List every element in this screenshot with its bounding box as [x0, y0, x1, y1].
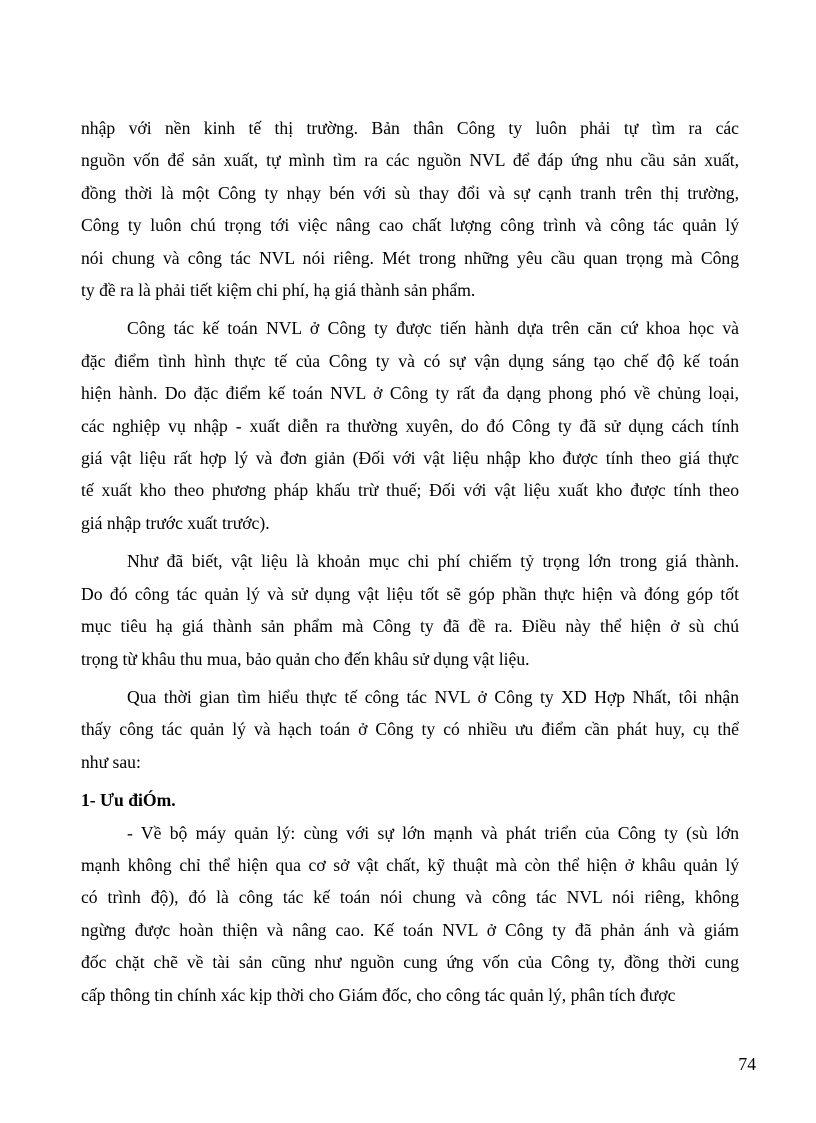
- paragraph-1: [81, 112, 739, 306]
- text-line: nguồn vốn để sản xuất, tự mình tìm ra các nguồn NVL để đáp ứng nhu cầu sản xuất,: [81, 150, 739, 171]
- paragraph-5: [81, 817, 739, 1011]
- text-line: mục tiêu hạ giá thành sản phẩm mà Công ty đã đề ra. Điều này thể hiện ở sù chú: [81, 616, 739, 637]
- paragraph-4: [81, 681, 739, 778]
- text-line: - Về bộ máy quản lý: cùng với sự lớn mạnh và phát triển của Công ty (sù lớn: [127, 822, 739, 843]
- text-line: có trình độ), đó là công tác kế toán nói chung và công tác NVL nói riêng, không: [81, 887, 739, 908]
- text-line: Như đã biết, vật liệu là khoản mục chi phí chiếm tỷ trọng lớn trong giá thành.: [127, 551, 739, 572]
- text-line: trọng từ khâu thu mua, bảo quản cho đến khâu sử dụng vật liệu.: [81, 648, 530, 669]
- text-line: đồng thời là một Công ty nhạy bén với sù thay đổi và sự cạnh tranh trên thị trường,: [81, 182, 739, 203]
- text-line: ty đề ra là phải tiết kiệm chi phí, hạ giá thành sản phẩm.: [81, 280, 476, 301]
- section-heading: 1- Ưu điÓm.: [81, 790, 176, 811]
- text-line: thấy công tác quản lý và hạch toán ở Công ty có nhiều ưu điểm cần phát huy, cụ thể: [81, 719, 739, 740]
- text-line: mạnh không chỉ thể hiện qua cơ sở vật chất, kỹ thuật mà còn thể hiện ở khâu quản lý: [81, 854, 739, 875]
- text-line: Công tác kế toán NVL ở Công ty được tiến hành dựa trên căn cứ khoa học và: [127, 318, 739, 339]
- text-line: nhập với nền kinh tế thị trường. Bản thân Công ty luôn phải tự tìm ra các: [81, 118, 739, 138]
- text-line: tế xuất kho theo phương pháp khấu trừ thuế; Đối với vật liệu xuất kho được tính theo: [81, 480, 739, 501]
- text-line: nói chung và công tác NVL nói riêng. Mét trong những yêu cầu quan trọng mà Công: [81, 247, 739, 268]
- text-line: Do đó công tác quản lý và sử dụng vật liệu tốt sẽ góp phần thực hiện và đóng góp tốt: [81, 583, 739, 604]
- text-line: Công ty luôn chú trọng tới việc nâng cao chất lượng công trình và công tác quản lý: [81, 215, 739, 236]
- text-line: như sau:: [81, 751, 141, 772]
- text-line: đặc điểm tình hình thực tế của Công ty và có sự vận dụng sáng tạo chế độ kế toán: [81, 350, 739, 371]
- text-line: hiện hành. Do đặc điểm kế toán NVL ở Công ty rất đa dạng phong phó về chủng loại,: [81, 383, 739, 404]
- page-number: 74: [738, 1054, 756, 1074]
- page-body: [81, 112, 739, 1017]
- paragraph-2: [81, 312, 739, 539]
- text-line: ngừng được hoàn thiện và nâng cao. Kế toán NVL ở Công ty đã phản ánh và giám: [81, 919, 739, 940]
- text-line: cấp thông tin chính xác kịp thời cho Giám đốc, cho công tác quản lý, phân tích được: [81, 984, 676, 1005]
- text-line: các nghiệp vụ nhập - xuất diễn ra thường xuyên, do đó Công ty đã sử dụng cách tính: [81, 415, 739, 436]
- paragraph-3: [81, 545, 739, 675]
- text-line: giá vật liệu rất hợp lý và đơn giản (Đối với vật liệu nhập kho được tính theo giá thực: [81, 448, 739, 469]
- text-line: giá nhập trước xuất trước).: [81, 512, 270, 533]
- text-line: đốc chặt chẽ về tài sản cũng như nguồn cung ứng vốn của Công ty, đồng thời cung: [81, 952, 739, 973]
- text-line: Qua thời gian tìm hiểu thực tế công tác NVL ở Công ty XD Hợp Nhất, tôi nhận: [127, 686, 739, 707]
